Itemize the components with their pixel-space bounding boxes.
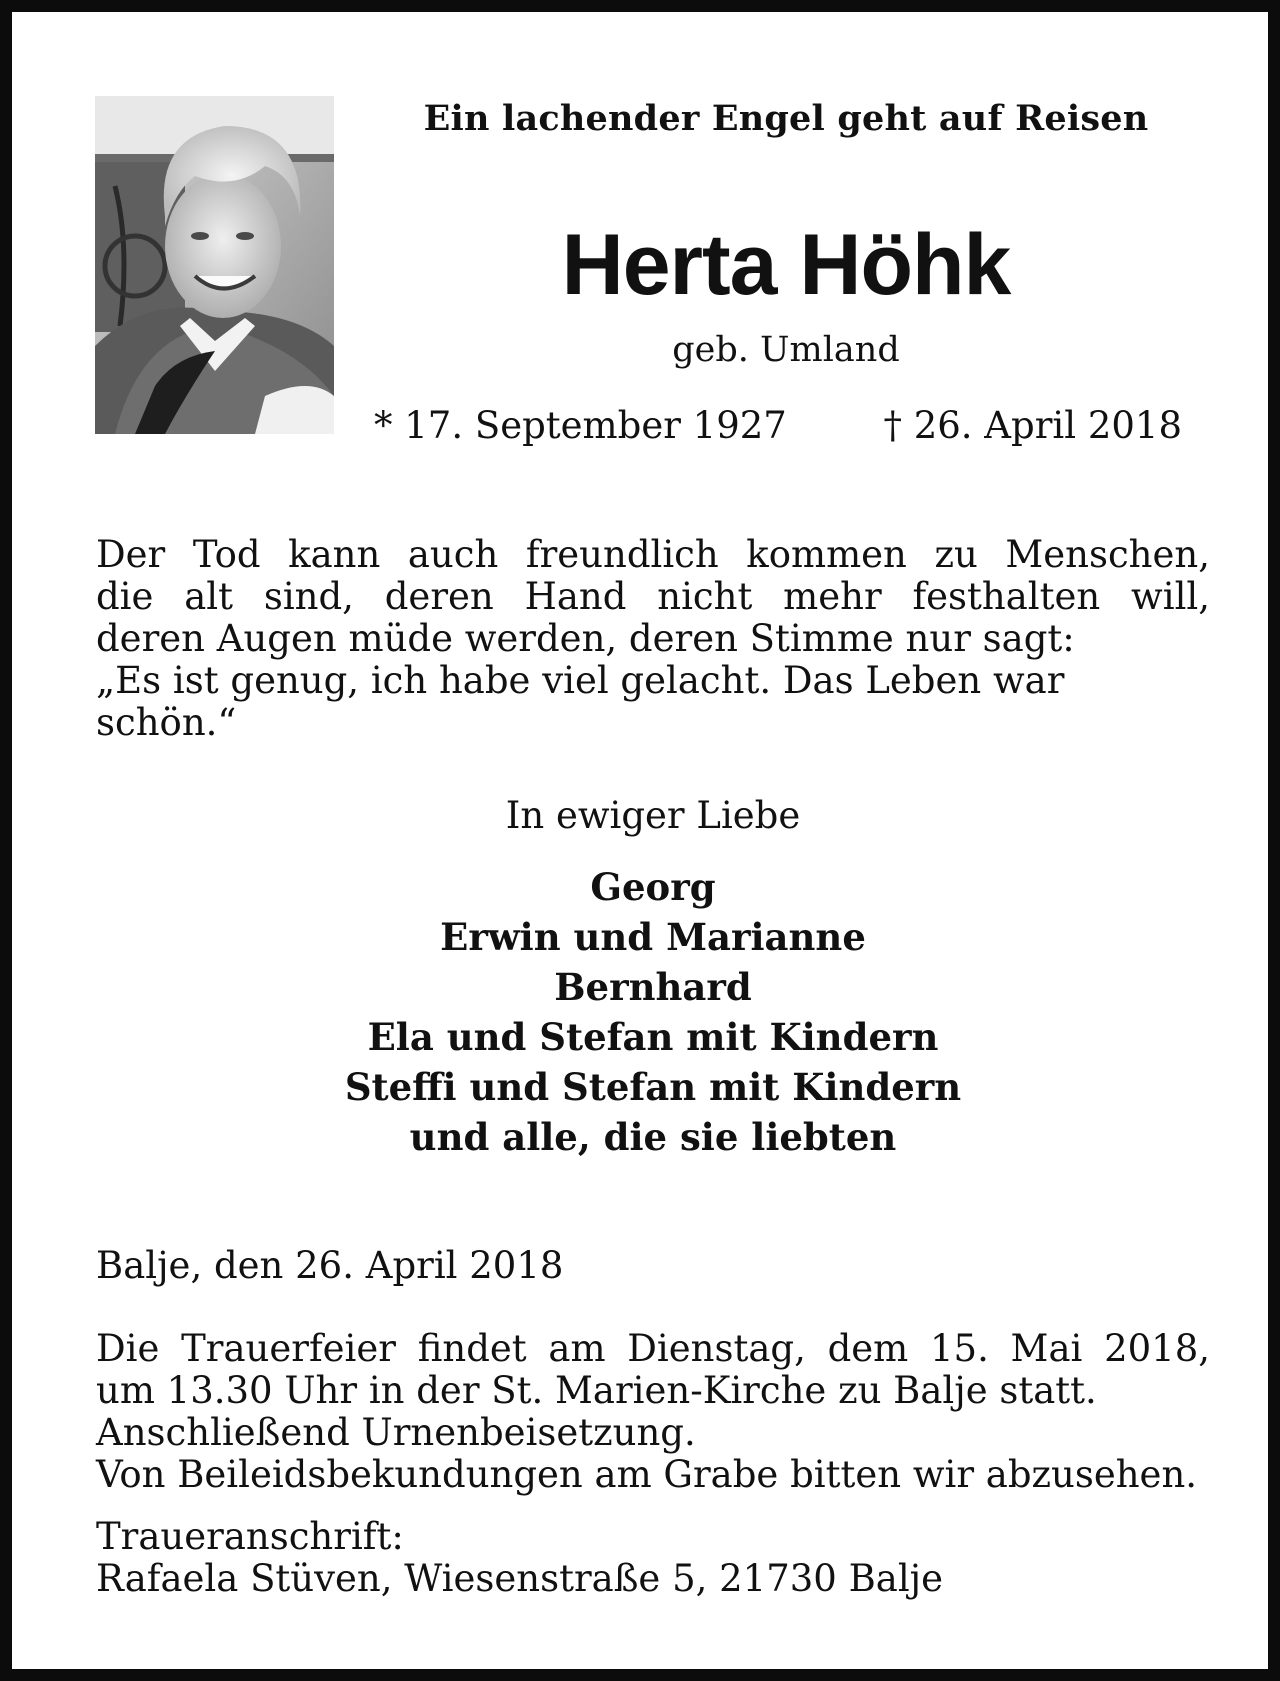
ceremony-line: um 13.30 Uhr in der St. Marien-Kirche zu Balje statt. [96, 1369, 1097, 1412]
place-date: Balje, den 26. April 2018 [96, 1244, 564, 1287]
ceremony-details [96, 1328, 1210, 1496]
love-line: In ewiger Liebe [505, 794, 801, 837]
mourner: Steffi und Stefan mit Kindern [344, 1065, 962, 1109]
poem [96, 534, 1210, 744]
poem-line: die alt sind, deren Hand nicht mehr festhalten will, [96, 575, 1210, 618]
ceremony-line: Anschließend Urnenbeisetzung. [96, 1411, 696, 1454]
address-line: Rafaela Stüven, Wiesenstraße 5, 21730 Balje [96, 1557, 944, 1600]
portrait-illustration [95, 96, 334, 434]
mourner: Erwin und Marianne [440, 915, 866, 959]
death-date: † 26. April 2018 [883, 404, 1182, 447]
ceremony-line: Die Trauerfeier findet am Dienstag, dem 15. Mai 2018, [96, 1327, 1210, 1370]
poem-line: Der Tod kann auch freundlich kommen zu Menschen, [96, 533, 1210, 576]
poem-line: deren Augen müde werden, deren Stimme nur sagt: [96, 617, 1075, 660]
ceremony-line: Von Beileidsbekundungen am Grabe bitten wir abzusehen. [96, 1453, 1198, 1496]
mourner: Bernhard [554, 965, 752, 1009]
mourning-address [96, 1516, 943, 1600]
mourner: und alle, die sie liebten [409, 1115, 897, 1159]
mourners-list [96, 862, 1210, 1162]
birth-name: geb. Umland [672, 330, 900, 370]
mourner: Ela und Stefan mit Kindern [367, 1015, 939, 1059]
address-label: Traueranschrift: [96, 1515, 404, 1558]
mourner: Georg [590, 865, 716, 909]
motto: Ein lachender Engel geht auf Reisen [423, 98, 1149, 139]
deceased-name: Herta Höhk [561, 217, 1011, 313]
poem-line: „Es ist genug, ich habe viel gelacht. Das Leben war schön.“ [96, 659, 1065, 744]
portrait-photo [95, 96, 334, 434]
birth-date: * 17. September 1927 [374, 404, 787, 447]
